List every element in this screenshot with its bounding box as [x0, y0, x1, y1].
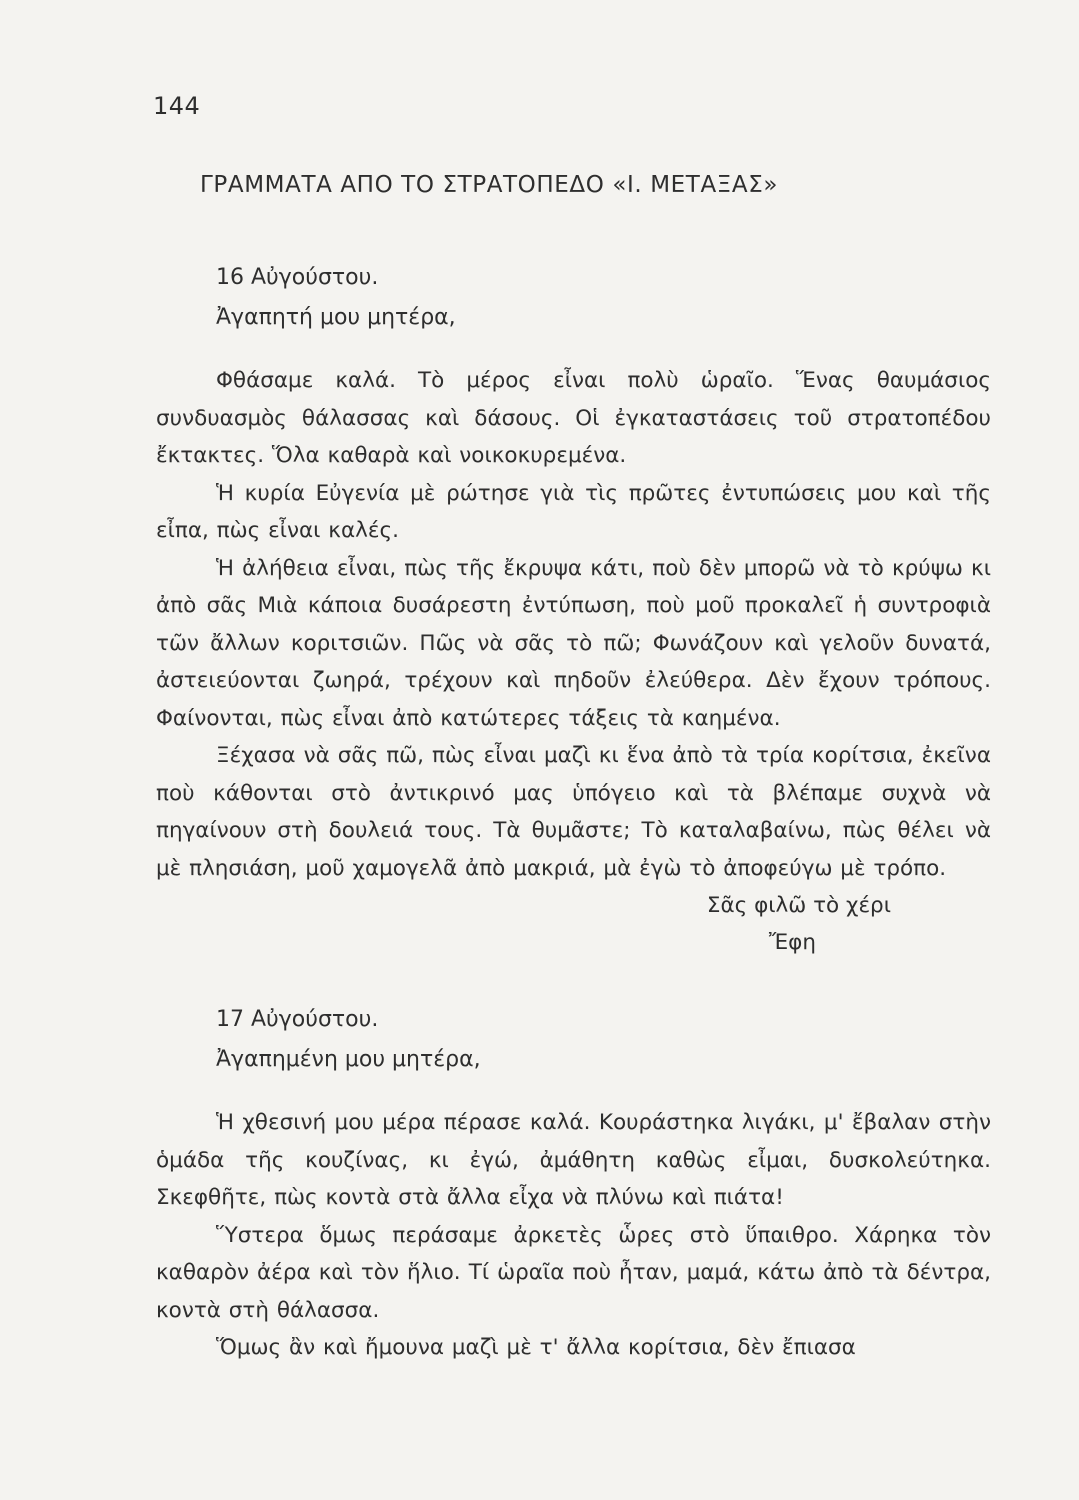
letter-signature: Ἔφη	[768, 930, 816, 955]
spacer	[156, 338, 991, 362]
paragraph: Ἡ κυρία Εὐγενία μὲ ρώτησε γιὰ τὶς πρῶτες ἐντυπώσεις μου καὶ τῆς εἶπα, πὼς εἶναι καλές.	[156, 480, 991, 543]
letter-closing: Σᾶς φιλῶ τὸ χέρι	[706, 893, 891, 918]
chapter-title: ΓΡΑΜΜΑΤΑ ΑΠΟ ΤΟ ΣΤΡΑΤΟΠΕΔΟ «Ι. ΜΕΤΑΞΑΣ»	[200, 172, 779, 198]
letter-date: 17 Αὐγούστου.	[216, 1007, 379, 1032]
spacer	[156, 1080, 991, 1104]
page-number: 144	[153, 92, 201, 120]
paragraph: Ὅμως ἂν καὶ ἤμουνα μαζὶ μὲ τ' ἄλλα κορίτσια, δὲν ἔπιασα	[216, 1335, 856, 1360]
paragraph: Ξέχασα νὰ σᾶς πῶ, πὼς εἶναι μαζὶ κι ἕνα ἀπὸ τὰ τρία κορίτσια, ἐκεῖνα ποὺ κάθονται στὸ ἀντικρινό μας ὑπόγειο καὶ τὰ βλέπαμε συχνὰ νὰ πηγαίνουν στὴ δουλειά τους. Τὰ θυμᾶστε; Τὸ καταλαβαίνω, πὼς θέλει νὰ μὲ πλησιάση, μοῦ χαμογελᾶ ἀπὸ μακριά, μὰ ἐγὼ τὸ ἀποφεύγω μὲ τρόπο.	[156, 743, 991, 881]
paragraph: Φθάσαμε καλά. Τὸ μέρος εἶναι πολὺ ὡραῖο. Ἕνας θαυμάσιος συνδυασμὸς θάλασσας καὶ δάσους. Οἱ ἐγκαταστάσεις τοῦ στρατοπέδου ἔκτακτες. Ὅλα καθαρὰ καὶ νοικοκυρεμένα.	[156, 368, 991, 468]
letter-salutation: Ἀγαπημένη μου μητέρα,	[216, 1047, 481, 1072]
paragraph: Ὕστερα ὅμως περάσαμε ἀρκετὲς ὧρες στὸ ὕπαιθρο. Χάρηκα τὸν καθαρὸν ἀέρα καὶ τὸν ἥλιο. Τί ὡραῖα ποὺ ἦταν, μαμά, κάτω ἀπὸ τὰ δέντρα, κοντὰ στὴ θάλασσα.	[156, 1222, 991, 1323]
letter-date: 16 Αὐγούστου.	[216, 265, 379, 290]
letter-salutation: Ἀγαπητή μου μητέρα,	[216, 305, 456, 330]
letter-august-16	[156, 258, 991, 961]
paragraph: Ἡ χθεσινή μου μέρα πέρασε καλά. Κουράστηκα λιγάκι, μ' ἔβαλαν στὴν ὁμάδα τῆς κουζίνας, κι ἐγώ, ἀμάθητη καθὼς εἶμαι, δυσκολεύτηκα. Σκεφθῆτε, πὼς κοντὰ στὰ ἄλλα εἶχα νὰ πλύνω καὶ πιάτα!	[156, 1110, 991, 1210]
letter-august-17	[156, 1000, 991, 1367]
paragraph: Ἡ ἀλήθεια εἶναι, πὼς τῆς ἔκρυψα κάτι, ποὺ δὲν μπορῶ νὰ τὸ κρύψω κι ἀπὸ σᾶς Μιὰ κάποια δυσάρεστη ἐντύπωση, ποὺ μοῦ προκαλεῖ ἡ συντροφιὰ τῶν ἄλλων κοριτσιῶν. Πῶς νὰ σᾶς τὸ πῶ; Φωνάζουν καὶ γελοῦν δυνατά, ἀστειεύονται ζωηρά, τρέχουν καὶ πηδοῦν ἐλεύθερα. Δὲν ἔχουν τρόπους. Φαίνονται, πὼς εἶναι ἀπὸ κατώτερες τάξεις τὰ καημένα.	[156, 555, 991, 731]
